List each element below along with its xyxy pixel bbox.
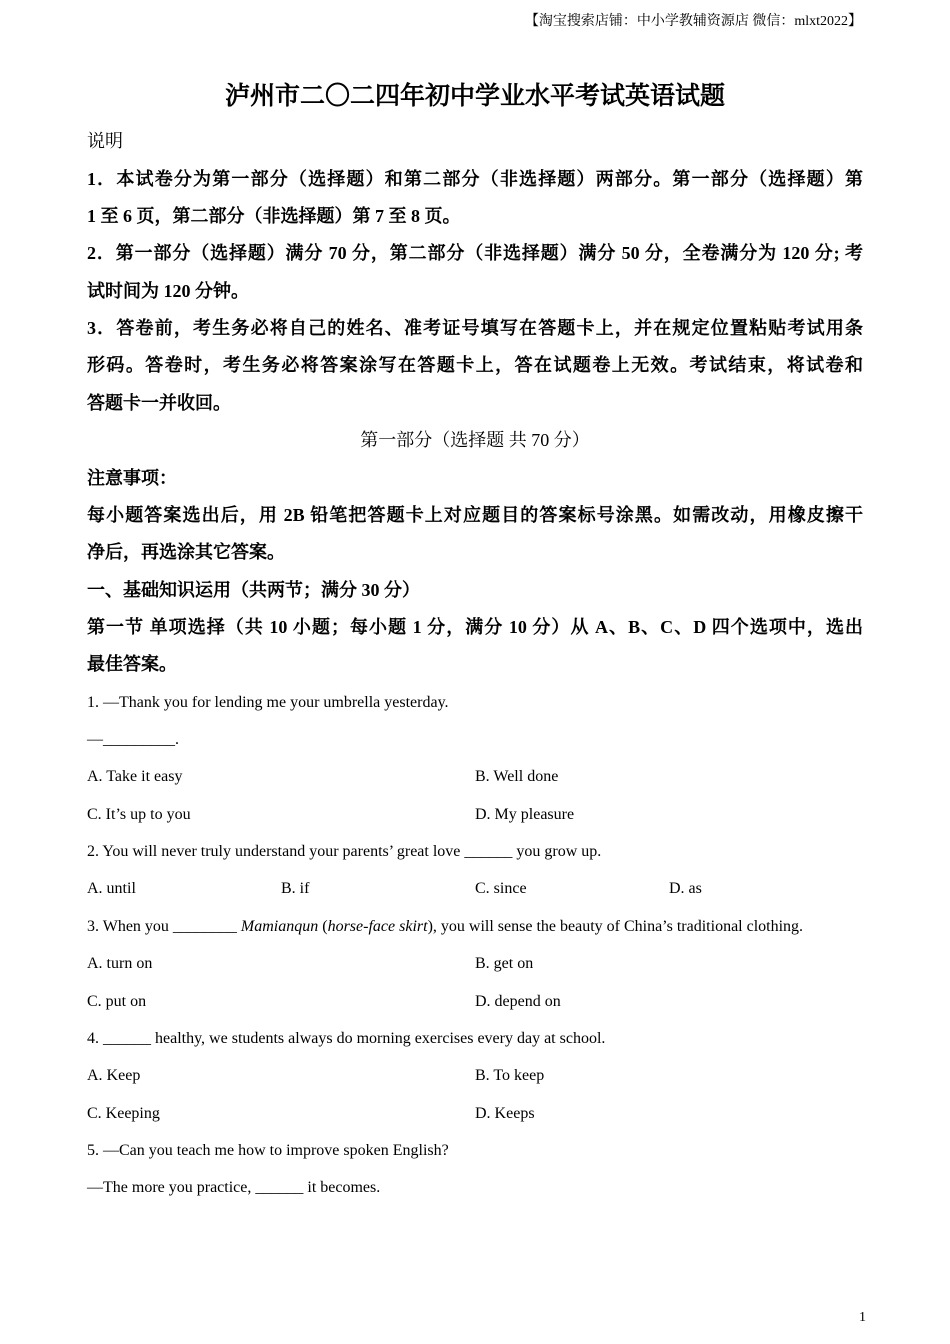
option-a: A. Keep	[87, 1067, 141, 1085]
question-1-stem: 1. —Thank you for lending me your umbrella yesterday.	[87, 693, 449, 711]
option-a: A. until	[87, 880, 136, 898]
instruction-line: 1 至 6 页，第二部分（非选择题）第 7 至 8 页。	[87, 206, 461, 227]
header-note: 【淘宝搜索店铺：中小学教辅资源店 微信：mlxt2022】	[524, 14, 862, 29]
option-a: A. Take it easy	[87, 768, 183, 786]
instruction-line: 1．本试卷分为第一部分（选择题）和第二部分（非选择题）两部分。第一部分（选择题）第	[87, 168, 863, 189]
question-2-stem: 2. You will never truly understand your parents’ great love ______ you grow up.	[87, 843, 602, 861]
option-d: D. My pleasure	[475, 805, 575, 823]
page-content	[87, 123, 863, 1206]
question-4-options-row	[87, 1057, 863, 1094]
option-d: D. as	[669, 880, 702, 898]
question-1-response: —_________.	[87, 731, 179, 749]
question-5-response: —The more you practice, ______ it becomes.	[87, 1179, 381, 1197]
option-a: A. turn on	[87, 955, 153, 973]
notice-heading: 注意事项：	[87, 467, 177, 488]
option-d: D. depend on	[475, 992, 561, 1010]
page-number: 1	[859, 1310, 866, 1325]
exam-title: 泸州市二〇二四年初中学业水平考试英语试题	[224, 83, 725, 110]
section-title: 一、基础知识运用（共两节；满分 30 分）	[87, 579, 420, 600]
question-3-stem-end: ), you will sense the beauty of China’s traditional clothing.	[427, 917, 804, 935]
part-one-title: 第一部分（选择题 共 70 分）	[360, 430, 590, 451]
option-c: C. It’s up to you	[87, 805, 191, 823]
question-3-options-row	[87, 945, 863, 982]
subsection-line: 最佳答案。	[87, 654, 177, 675]
question-3-term: Mamianqun	[240, 917, 319, 935]
instruction-line: 形码。答卷时，考生务必将答案涂写在答题卡上，答在试题卷上无效。考试结束，将试卷和	[87, 355, 863, 376]
question-1-options-row	[87, 796, 863, 833]
notice-line: 每小题答案选出后，用 2B 铅笔把答题卡上对应题目的答案标号涂黑。如需改动，用橡皮擦干	[87, 504, 863, 525]
question-3-gloss: horse-face skirt	[327, 917, 428, 935]
instructions-heading: 说明	[87, 131, 123, 152]
notice-line: 净后，再选涂其它答案。	[87, 542, 285, 563]
instruction-line: 试时间为 120 分钟。	[87, 280, 249, 301]
option-d: D. Keeps	[475, 1104, 535, 1122]
question-3-stem	[87, 908, 863, 945]
option-c: C. put on	[87, 992, 147, 1010]
question-3-stem-start: 3. When you ________	[87, 917, 241, 935]
question-2-options-row	[87, 870, 863, 907]
question-3-options-row	[87, 983, 863, 1020]
option-b: B. get on	[475, 955, 534, 973]
option-b: B. Well done	[475, 768, 559, 786]
option-b: B. if	[281, 880, 310, 898]
question-5-stem: 5. —Can you teach me how to improve spoken English?	[87, 1142, 449, 1159]
question-4-options-row	[87, 1095, 863, 1132]
subsection-line: 第一节 单项选择（共 10 小题；每小题 1 分，满分 10 分）从 A、B、C、D 四个选项中，选出	[87, 616, 863, 637]
option-c: C. Keeping	[87, 1104, 160, 1122]
question-3-paren-open: (	[318, 917, 328, 935]
instruction-line: 答题卡一并收回。	[87, 392, 231, 413]
instruction-line: 2．第一部分（选择题）满分 70 分，第二部分（非选择题）满分 50 分，全卷满分为 120 分; 考	[87, 243, 863, 264]
option-b: B. To keep	[475, 1067, 545, 1085]
question-4-stem: 4. ______ healthy, we students always do morning exercises every day at school.	[87, 1029, 606, 1047]
instruction-line: 3．答卷前，考生务必将自己的姓名、准考证号填写在答题卡上，并在规定位置粘贴考试用条	[87, 318, 863, 339]
question-1-options-row	[87, 758, 863, 795]
option-c: C. since	[475, 880, 527, 898]
